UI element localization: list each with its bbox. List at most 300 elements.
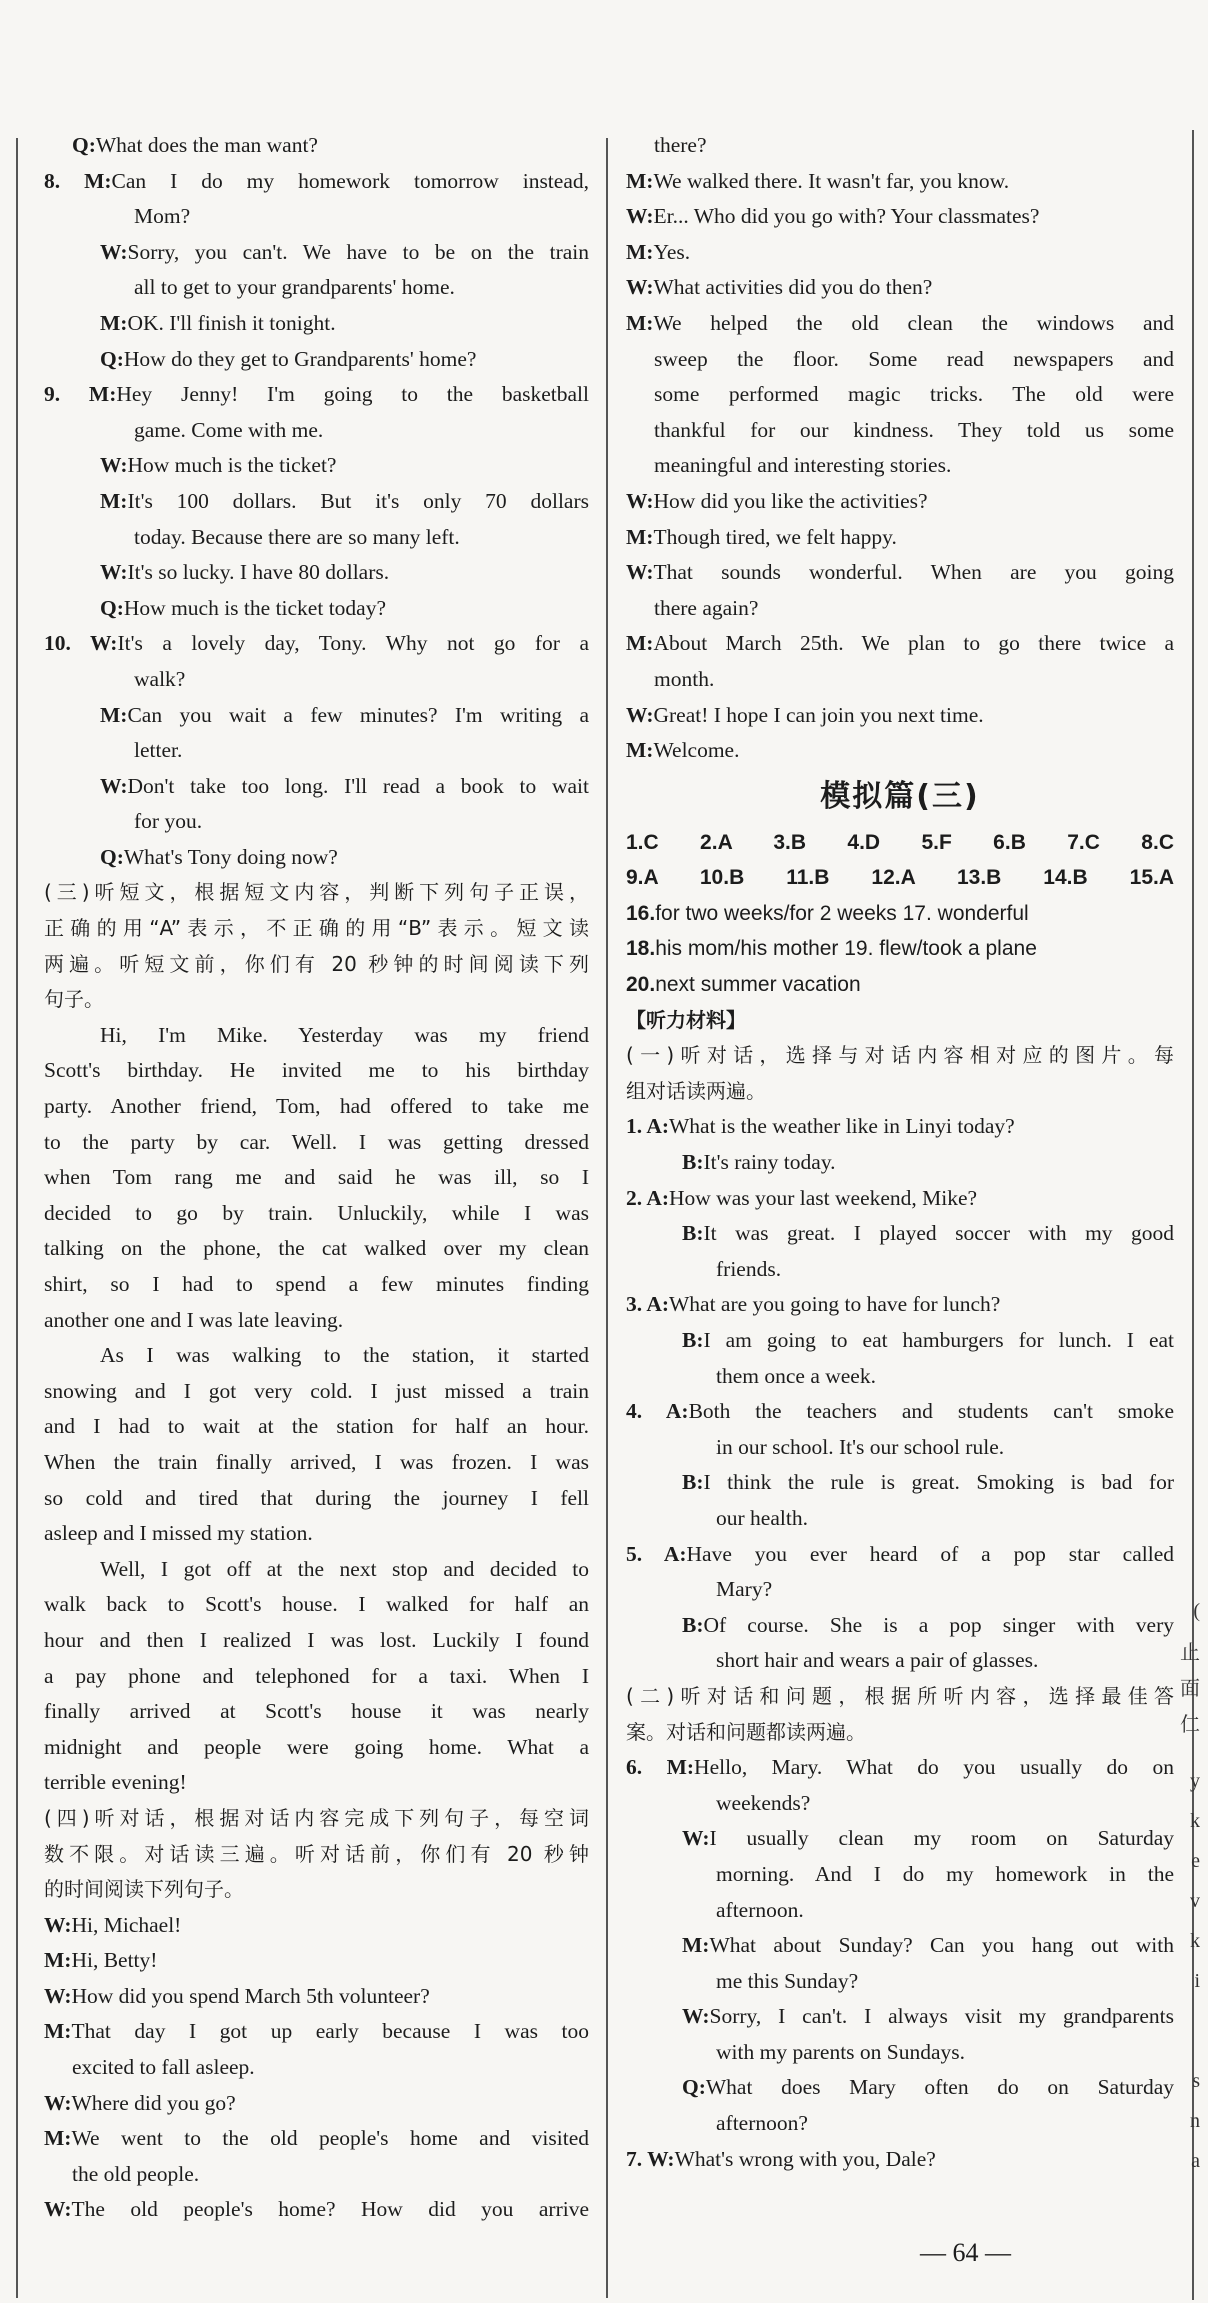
line-text: weekends? <box>716 1790 811 1815</box>
line-text: It's so lucky. I have 80 dollars. <box>127 560 390 585</box>
line-text: meaningful and interesting stories. <box>654 453 952 478</box>
text-line <box>626 164 1174 200</box>
line-text: That sounds wonderful. When are you going <box>653 560 1174 585</box>
edge-fragment: s <box>1192 2070 1200 2092</box>
text-line <box>626 1715 1174 1751</box>
text-line <box>626 2106 1174 2142</box>
line-text: What are you going to have for lunch? <box>669 1292 1001 1317</box>
line-text: Mary? <box>716 1577 773 1602</box>
speaker-label: M: <box>44 1948 72 1973</box>
text-line <box>626 342 1174 378</box>
line-text: 的时间阅读下列句子。 <box>44 1877 244 1902</box>
page-number: — 64 — <box>920 2238 1011 2267</box>
line-text: to the party by car. Well. I was getting dressed <box>44 1129 589 1154</box>
line-text: the old people. <box>72 2161 200 2186</box>
text-line <box>626 896 1174 932</box>
text-line <box>626 1394 1174 1430</box>
line-text: walk back to Scott's house. I walked for half an <box>44 1592 589 1617</box>
speaker-label: W: <box>100 560 128 585</box>
line-text: Well, I got off at the next stop and decided to <box>100 1556 589 1581</box>
speaker-label: W: <box>626 702 654 727</box>
speaker-label: B: <box>682 1150 704 1175</box>
line-text: Of course. She is a pop singer with very <box>703 1612 1174 1637</box>
line-text: shirt, so I had to spend a few minutes finding <box>44 1272 589 1296</box>
text-line <box>626 1501 1174 1537</box>
line-text: with my parents on Sundays. <box>716 2039 966 2064</box>
line-text: The old people's home? How did you arrive <box>71 2197 589 2222</box>
speaker-label: M: <box>626 239 654 264</box>
text-line <box>626 1323 1174 1359</box>
speaker-label: M: <box>44 2019 72 2044</box>
edge-fragment: 面 <box>1180 1678 1200 1700</box>
line-text: for two weeks/for 2 weeks 17. wonderful <box>655 901 1029 925</box>
text-line <box>626 1572 1174 1608</box>
line-text: That day I got up early because I was too <box>71 2019 589 2044</box>
line-text: 组对话读两遍。 <box>626 1078 766 1103</box>
line-text: I usually clean my room on Saturday <box>709 1826 1174 1851</box>
text-line <box>626 733 1174 769</box>
text-line <box>626 1999 1174 2035</box>
line-text: How do they get to Grandparents' home? <box>123 346 477 371</box>
text-line <box>626 967 1174 1003</box>
line-text: all to get to your grandparents' home. <box>134 275 455 300</box>
line-text: walk? <box>134 666 186 691</box>
line-text: Can I do my homework tomorrow instead, <box>111 168 589 193</box>
text-line <box>44 911 589 947</box>
text-line <box>44 235 589 271</box>
line-text: I am going to eat hamburgers for lunch. I eat <box>703 1328 1174 1352</box>
text-line <box>44 1979 589 2015</box>
speaker-label: W: <box>100 239 128 264</box>
edge-fragment: 仁 <box>1180 1714 1200 1736</box>
line-text: Yes. <box>653 239 691 264</box>
line-text: What does the man want? <box>95 133 318 157</box>
line-text: talking on the phone, the cat walked over my clean <box>44 1236 589 1261</box>
text-line <box>626 1786 1174 1822</box>
text-line <box>626 520 1174 556</box>
text-line <box>626 626 1174 662</box>
text-line <box>626 306 1174 342</box>
text-line <box>626 377 1174 413</box>
text-line <box>626 1750 1174 1786</box>
line-text: there? <box>654 133 707 157</box>
edge-fragment: n <box>1190 2110 1200 2132</box>
speaker-label: 4. A: <box>626 1399 689 1424</box>
text-line <box>626 1287 1174 1323</box>
line-text: About March 25th. We plan to go there twice a <box>653 631 1174 656</box>
line-text: and I had to wait at the station for half an hour. <box>44 1414 589 1439</box>
speaker-label: M: <box>100 310 128 335</box>
text-line <box>44 769 589 805</box>
speaker-label: W: <box>44 2090 72 2115</box>
text-line <box>626 128 1174 164</box>
text-line <box>44 1587 589 1623</box>
line-text: How much is the ticket today? <box>123 595 387 620</box>
text-line <box>44 1267 589 1303</box>
text-line <box>44 1231 589 1267</box>
line-text: What does Mary often do on Saturday <box>705 2075 1174 2100</box>
text-line <box>626 1038 1174 1074</box>
line-text: We walked there. It wasn't far, you know. <box>653 168 1010 193</box>
text-line <box>44 520 589 556</box>
line-text: morning. And I do my homework in the <box>716 1861 1174 1886</box>
text-line <box>44 164 589 200</box>
speaker-label: M: <box>626 168 654 193</box>
speaker-label: 3. A: <box>626 1292 669 1317</box>
text-line <box>44 1018 589 1054</box>
text-line <box>626 1928 1174 1964</box>
edge-fragment: k <box>1190 1810 1200 1832</box>
speaker-label: M: <box>100 488 128 513</box>
text-line <box>626 1145 1174 1181</box>
line-text: 【听力材料】 <box>626 1007 746 1032</box>
line-text: short hair and wears a pair of glasses. <box>716 1648 1039 1673</box>
line-text: excited to fall asleep. <box>72 2055 255 2080</box>
text-line <box>44 2121 589 2157</box>
line-text: 两遍。听短文前，你们有 20 秒钟的时间阅读下列 <box>44 951 589 976</box>
text-line <box>626 1216 1174 1252</box>
line-text: We went to the old people's home and visited <box>71 2126 589 2151</box>
speaker-label: Q: <box>100 595 124 620</box>
speaker-label: 9. M: <box>44 382 117 407</box>
speaker-label: 10. W: <box>44 631 118 656</box>
edge-fragment: v <box>1190 1890 1200 1912</box>
speaker-label: M: <box>44 2126 72 2151</box>
text-line <box>626 1003 1174 1039</box>
text-line <box>44 1730 589 1766</box>
speaker-label: 20. <box>626 973 656 997</box>
speaker-label: 18. <box>626 937 656 961</box>
text-line <box>44 2050 589 2086</box>
text-line <box>44 982 589 1018</box>
text-line <box>44 1481 589 1517</box>
text-line <box>44 1837 589 1873</box>
line-text: Hey Jenny! I'm going to the basketball <box>116 382 589 407</box>
line-text: party. Another friend, Tom, had offered to take me <box>44 1094 589 1119</box>
line-text: Have you ever heard of a pop star called <box>686 1541 1174 1566</box>
text-line <box>626 484 1174 520</box>
speaker-label: 2. A: <box>626 1185 669 1210</box>
text-line <box>44 448 589 484</box>
speaker-label: M: <box>682 1933 710 1958</box>
text-line <box>626 2070 1174 2106</box>
line-text: What's Tony doing now? <box>123 844 338 869</box>
line-text: 1.C 2.A 3.B 4.D 5.F 6.B 7.C 8.C <box>626 830 1174 854</box>
text-line <box>44 199 589 235</box>
line-text: there again? <box>654 595 759 620</box>
speaker-label: W: <box>682 1826 710 1851</box>
text-line <box>44 1801 589 1837</box>
line-text: afternoon. <box>716 1897 804 1922</box>
text-line <box>626 860 1174 896</box>
speaker-label: M: <box>626 738 654 763</box>
text-line <box>44 1196 589 1232</box>
text-line <box>44 413 589 449</box>
line-text: How did you like the activities? <box>653 488 928 513</box>
speaker-label: 7. W: <box>626 2146 675 2171</box>
text-line <box>44 733 589 769</box>
line-text: for you. <box>134 809 203 834</box>
text-line <box>626 555 1174 591</box>
text-line <box>44 2192 589 2228</box>
speaker-label: Q: <box>682 2075 706 2100</box>
text-line <box>626 270 1174 306</box>
line-text: some performed magic tricks. The old were <box>654 382 1174 407</box>
line-text: game. Come with me. <box>134 417 324 442</box>
text-line <box>626 825 1174 861</box>
line-text: his mom/his mother 19. flew/took a plane <box>655 937 1037 961</box>
edge-fragment: y <box>1190 1770 1200 1792</box>
text-line <box>44 1303 589 1339</box>
text-line <box>44 1908 589 1944</box>
text-line <box>44 270 589 306</box>
text-line <box>44 2086 589 2122</box>
line-text: month. <box>654 666 715 691</box>
line-text: What is the weather like in Linyi today? <box>669 1114 1015 1139</box>
line-text: As I was walking to the station, it started <box>100 1343 589 1368</box>
speaker-label: 8. M: <box>44 168 112 193</box>
line-text: It's 100 dollars. But it's only 70 dollars <box>127 488 589 513</box>
text-line <box>626 1893 1174 1929</box>
text-line <box>44 1445 589 1481</box>
text-line <box>44 1694 589 1730</box>
text-line <box>44 342 589 378</box>
text-line <box>626 1643 1174 1679</box>
text-line <box>44 1338 589 1374</box>
text-line <box>626 1964 1174 2000</box>
line-text: decided to go by train. Unluckily, while I was <box>44 1200 589 1225</box>
line-text: What activities did you do then? <box>653 275 933 300</box>
speaker-label: W: <box>44 1983 72 2008</box>
speaker-label: 5. A: <box>626 1541 687 1566</box>
edge-fragment: k <box>1190 1930 1200 1952</box>
speaker-label: W: <box>44 2197 72 2222</box>
line-text: We helped the old clean the windows and <box>653 310 1174 335</box>
text-line <box>626 448 1174 484</box>
text-line <box>44 1409 589 1445</box>
speaker-label: 16. <box>626 901 656 925</box>
speaker-label: B: <box>682 1328 704 1352</box>
line-text: Hi, Michael! <box>71 1912 182 1937</box>
line-text: our health. <box>716 1505 808 1530</box>
speaker-label: W: <box>100 773 128 798</box>
text-line <box>626 235 1174 271</box>
speaker-label: M: <box>100 702 128 727</box>
speaker-label: B: <box>682 1470 704 1495</box>
text-line <box>626 413 1174 449</box>
line-text: OK. I'll finish it tonight. <box>127 310 336 335</box>
text-line <box>44 1160 589 1196</box>
text-line <box>626 2035 1174 2071</box>
text-line <box>44 626 589 662</box>
line-text: Mom? <box>134 204 191 229</box>
text-line <box>626 1465 1174 1501</box>
line-text: a pay phone and telephoned for a taxi. When I <box>44 1663 589 1688</box>
speaker-label: W: <box>626 204 654 229</box>
line-text: 数不限。对话读三遍。听对话前，你们有 20 秒钟 <box>44 1841 589 1866</box>
line-text: When the train finally arrived, I was frozen. I was <box>44 1449 589 1474</box>
line-text: (二)听对话和问题，根据所听内容，选择最佳答 <box>626 1683 1174 1708</box>
speaker-label: M: <box>626 524 654 549</box>
speaker-label: Q: <box>100 844 124 869</box>
text-line <box>626 591 1174 627</box>
line-text: Hi, I'm Mike. Yesterday was my friend <box>100 1022 589 1047</box>
edge-fragment: ( <box>1193 1600 1200 1622</box>
line-text: Scott's birthday. He invited me to his birthday <box>44 1058 589 1083</box>
line-text: Hello, Mary. What do you usually do on <box>694 1755 1174 1780</box>
speaker-label: Q: <box>72 133 96 157</box>
line-text: snowing and I got very cold. I just missed a train <box>44 1378 589 1403</box>
text-line <box>44 1623 589 1659</box>
text-line <box>626 1821 1174 1857</box>
line-text: Great! I hope I can join you next time. <box>653 702 984 727</box>
line-text: How was your last weekend, Mike? <box>669 1185 978 1210</box>
text-line <box>626 1430 1174 1466</box>
dialogue-continued <box>626 128 1174 769</box>
line-text: Don't take too long. I'll read a book to wait <box>127 773 589 798</box>
line-text: (四)听对话，根据对话内容完成下列句子，每空词 <box>44 1805 589 1830</box>
text-line <box>626 1109 1174 1145</box>
column-divider-left <box>16 138 18 2298</box>
text-line <box>44 555 589 591</box>
line-text: asleep and I missed my station. <box>44 1521 313 1546</box>
line-text: (一)听对话，选择与对话内容相对应的图片。每 <box>626 1043 1174 1068</box>
column-divider-center <box>606 138 608 2298</box>
text-line <box>44 1516 589 1552</box>
text-line <box>44 1872 589 1908</box>
line-text: friends. <box>716 1256 782 1281</box>
text-line <box>626 1537 1174 1573</box>
left-column <box>44 128 589 2228</box>
speaker-label: W: <box>626 488 654 513</box>
text-line <box>44 484 589 520</box>
answer-key <box>626 825 1174 1003</box>
speaker-label: W: <box>682 2004 710 2029</box>
line-text: 句子。 <box>44 987 104 1012</box>
line-text: How did you spend March 5th volunteer? <box>71 1983 430 2008</box>
speaker-label: W: <box>626 560 654 585</box>
speaker-label: M: <box>626 310 654 335</box>
text-line <box>44 377 589 413</box>
line-text: another one and I was late leaving. <box>44 1307 344 1332</box>
text-line <box>626 1359 1174 1395</box>
line-text: sweep the floor. Some read newspapers and <box>654 346 1174 371</box>
line-text: It's rainy today. <box>703 1150 836 1175</box>
speaker-label: W: <box>626 275 654 300</box>
line-text: Can you wait a few minutes? I'm writing a <box>127 702 589 727</box>
line-text: How much is the ticket? <box>127 453 337 478</box>
text-line <box>44 1659 589 1695</box>
text-line <box>626 698 1174 734</box>
text-line <box>44 840 589 876</box>
line-text: thankful for our kindness. They told us some <box>654 417 1174 442</box>
speaker-label: M: <box>626 631 654 656</box>
line-text: Though tired, we felt happy. <box>653 524 897 549</box>
text-line <box>44 698 589 734</box>
line-text: Where did you go? <box>71 2090 236 2115</box>
line-text: next summer vacation <box>655 973 861 997</box>
line-text: letter. <box>134 738 183 763</box>
text-line <box>44 1089 589 1125</box>
section-title: 模拟篇(三) <box>820 778 980 814</box>
text-line <box>44 1374 589 1410</box>
speaker-label: B: <box>682 1221 704 1246</box>
speaker-label: B: <box>682 1612 704 1637</box>
text-line <box>626 1608 1174 1644</box>
speaker-label: W: <box>100 453 128 478</box>
text-line <box>626 1074 1174 1110</box>
line-text: (三)听短文，根据短文内容，判断下列句子正误， <box>44 880 589 905</box>
line-text: 9.A 10.B 11.B 12.A 13.B 14.B 15.A <box>626 866 1174 890</box>
line-text: Sorry, I can't. I always visit my grandparents <box>709 2004 1174 2029</box>
right-column <box>626 128 1174 2177</box>
line-text: them once a week. <box>716 1363 876 1388</box>
text-line <box>44 2157 589 2193</box>
text-line <box>44 1765 589 1801</box>
text-line <box>44 306 589 342</box>
text-line <box>626 1252 1174 1288</box>
edge-fragment: i <box>1194 1970 1200 1992</box>
line-text: finally arrived at Scott's house it was nearly <box>44 1699 589 1724</box>
line-text: 正确的用“A”表示，不正确的用“B”表示。短文读 <box>44 916 589 941</box>
text-line <box>626 199 1174 235</box>
text-line <box>44 1552 589 1588</box>
text-line <box>626 931 1174 967</box>
line-text: terrible evening! <box>44 1770 187 1795</box>
line-text: It's a lovely day, Tony. Why not go for a <box>117 631 589 656</box>
line-text: me this Sunday? <box>716 1968 859 1993</box>
speaker-label: 1. A: <box>626 1114 669 1139</box>
text-line <box>626 2142 1174 2178</box>
text-line <box>44 2014 589 2050</box>
line-text: Hi, Betty! <box>71 1948 158 1973</box>
line-text: Sorry, you can't. We have to be on the train <box>127 239 589 264</box>
edge-fragment: e <box>1191 1850 1200 1872</box>
line-text: when Tom rang me and said he was ill, so I <box>44 1165 589 1190</box>
line-text: hour and then I realized I was lost. Luckily I found <box>44 1627 589 1652</box>
line-text: midnight and people were going home. What a <box>44 1734 589 1759</box>
text-line <box>44 804 589 840</box>
line-text: Both the teachers and students can't smoke <box>688 1399 1174 1424</box>
text-line <box>44 1053 589 1089</box>
line-text: What about Sunday? Can you hang out with <box>709 1933 1174 1958</box>
line-text: 案。对话和问题都读两遍。 <box>626 1719 866 1744</box>
text-line <box>626 1857 1174 1893</box>
text-line <box>44 128 589 164</box>
line-text: It was great. I played soccer with my good <box>703 1221 1174 1246</box>
edge-fragment: a <box>1191 2150 1200 2172</box>
text-line <box>44 591 589 627</box>
text-line <box>626 1181 1174 1217</box>
text-line <box>44 947 589 983</box>
line-text: Er... Who did you go with? Your classmates? <box>653 204 1040 229</box>
text-line <box>44 875 589 911</box>
line-text: in our school. It's our school rule. <box>716 1434 1005 1459</box>
line-text: today. Because there are so many left. <box>134 524 460 549</box>
text-line <box>44 1125 589 1161</box>
text-line <box>44 1943 589 1979</box>
line-text: What's wrong with you, Dale? <box>674 2146 936 2171</box>
speaker-label: 6. M: <box>626 1755 695 1780</box>
speaker-label: W: <box>44 1912 72 1937</box>
line-text: Welcome. <box>653 738 740 763</box>
listening-material <box>626 1003 1174 2178</box>
speaker-label: Q: <box>100 346 124 371</box>
text-line <box>626 662 1174 698</box>
edge-fragment: 止 <box>1180 1642 1200 1664</box>
text-line <box>44 662 589 698</box>
text-line <box>626 1679 1174 1715</box>
